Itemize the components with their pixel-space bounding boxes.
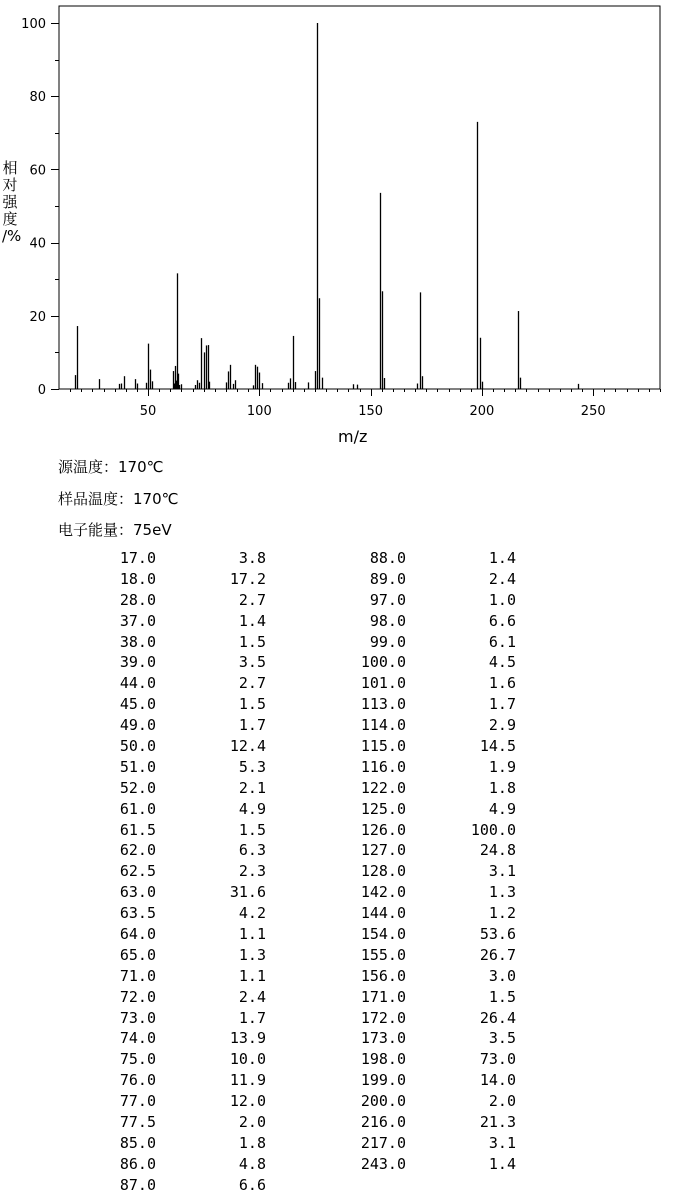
- mz-value: 199.0: [360, 1071, 406, 1090]
- mz-value: 114.0: [360, 716, 406, 735]
- intensity-value: 14.5: [479, 737, 516, 756]
- mz-value: 89.0: [369, 569, 406, 588]
- table-row: [56, 1112, 266, 1133]
- table-row: [56, 945, 266, 966]
- intensity-value: 11.9: [229, 1071, 266, 1090]
- intensity-value: 2.1: [238, 778, 266, 797]
- table-row: [56, 778, 266, 799]
- table-row: [306, 569, 516, 590]
- intensity-value: 1.4: [488, 549, 516, 567]
- mz-value: 154.0: [360, 925, 406, 944]
- mz-value: 122.0: [360, 778, 406, 797]
- intensity-value: 4.9: [488, 799, 516, 818]
- table-row: [306, 882, 516, 903]
- intensity-value: 2.0: [488, 1092, 516, 1111]
- table-row: [56, 673, 266, 694]
- table-row: [56, 569, 266, 590]
- table-row: [306, 1154, 516, 1175]
- y-tick-label: 100: [21, 17, 46, 32]
- y-axis-label-char: /%: [2, 227, 22, 245]
- y-tick-label: 0: [37, 383, 46, 398]
- mz-value: 61.5: [119, 820, 156, 839]
- mz-value: 113.0: [360, 695, 406, 714]
- table-row: [306, 1049, 516, 1070]
- intensity-value: 4.5: [488, 653, 516, 672]
- intensity-value: 2.3: [238, 862, 266, 881]
- table-row: [56, 1070, 266, 1091]
- intensity-value: 2.4: [238, 987, 266, 1006]
- table-row: [306, 1133, 516, 1154]
- intensity-value: 3.8: [238, 549, 266, 567]
- intensity-value: 53.6: [479, 925, 516, 944]
- x-tick-label: 50: [139, 404, 157, 419]
- mz-value: 76.0: [119, 1071, 156, 1090]
- intensity-value: 6.6: [488, 611, 516, 630]
- mz-value: 115.0: [360, 737, 406, 756]
- intensity-value: 14.0: [479, 1071, 516, 1090]
- peak-table-right: [306, 548, 516, 1175]
- mz-value: 64.0: [119, 925, 156, 944]
- table-row: [306, 820, 516, 841]
- intensity-value: 12.4: [229, 737, 266, 756]
- table-row: [306, 903, 516, 924]
- intensity-value: 73.0: [479, 1050, 516, 1069]
- mz-value: 97.0: [369, 590, 406, 609]
- table-row: [56, 1175, 266, 1196]
- intensity-value: 1.3: [488, 883, 516, 902]
- mz-value: 44.0: [119, 674, 156, 693]
- mz-value: 28.0: [119, 590, 156, 609]
- table-row: [56, 548, 266, 569]
- table-row: [306, 861, 516, 882]
- table-row: [56, 840, 266, 861]
- mz-value: 63.5: [119, 904, 156, 923]
- y-axis-label-char: 度: [2, 210, 18, 228]
- table-row: [306, 945, 516, 966]
- intensity-value: 3.1: [488, 862, 516, 881]
- intensity-value: 6.6: [238, 1175, 266, 1194]
- intensity-value: 6.3: [238, 841, 266, 860]
- intensity-value: 4.2: [238, 904, 266, 923]
- intensity-value: 1.1: [238, 966, 266, 985]
- y-tick-label: 20: [29, 309, 46, 325]
- mz-value: 88.0: [369, 549, 406, 567]
- intensity-value: 2.0: [238, 1113, 266, 1132]
- table-row: [56, 1133, 266, 1154]
- intensity-value: 26.4: [479, 1008, 516, 1027]
- mz-value: 98.0: [369, 611, 406, 630]
- intensity-value: 1.1: [238, 925, 266, 944]
- intensity-value: 1.8: [238, 1133, 266, 1152]
- mz-value: 62.0: [119, 841, 156, 860]
- electron-energy: 电子能量：75eV: [58, 521, 172, 539]
- mz-value: 198.0: [360, 1050, 406, 1069]
- intensity-value: 3.0: [488, 966, 516, 985]
- table-row: [56, 611, 266, 632]
- intensity-value: 24.8: [479, 841, 516, 860]
- intensity-value: 1.4: [488, 1154, 516, 1173]
- mz-value: 74.0: [119, 1029, 156, 1048]
- table-row: [56, 757, 266, 778]
- mz-value: 126.0: [360, 820, 406, 839]
- mz-value: 18.0: [119, 569, 156, 588]
- intensity-value: 13.9: [229, 1029, 266, 1048]
- plot-frame: [59, 6, 660, 389]
- table-row: [306, 924, 516, 945]
- mz-value: 61.0: [119, 799, 156, 818]
- intensity-value: 4.9: [238, 799, 266, 818]
- mz-value: 217.0: [360, 1133, 406, 1152]
- mz-value: 62.5: [119, 862, 156, 881]
- intensity-value: 5.3: [238, 757, 266, 776]
- intensity-value: 1.7: [238, 1008, 266, 1027]
- mass-spectrum-chart: [0, 0, 680, 450]
- mz-value: 72.0: [119, 987, 156, 1006]
- table-row: [56, 903, 266, 924]
- table-row: [306, 694, 516, 715]
- peak-table-left: [56, 548, 266, 1196]
- mz-value: 128.0: [360, 862, 406, 881]
- intensity-value: 31.6: [229, 883, 266, 902]
- intensity-value: 6.1: [488, 632, 516, 651]
- intensity-value: 3.5: [488, 1029, 516, 1048]
- table-row: [56, 987, 266, 1008]
- mz-value: 52.0: [119, 778, 156, 797]
- mz-value: 99.0: [369, 632, 406, 651]
- intensity-value: 1.5: [488, 987, 516, 1006]
- table-row: [306, 778, 516, 799]
- x-axis-label: m/z: [338, 427, 368, 446]
- mz-value: 142.0: [360, 883, 406, 902]
- mz-value: 77.5: [119, 1113, 156, 1132]
- intensity-value: 1.9: [488, 757, 516, 776]
- table-row: [306, 1112, 516, 1133]
- intensity-value: 1.7: [488, 695, 516, 714]
- mz-value: 38.0: [119, 632, 156, 651]
- mz-value: 65.0: [119, 945, 156, 964]
- table-row: [56, 1028, 266, 1049]
- mz-value: 37.0: [119, 611, 156, 630]
- y-axis-label-char: 对: [2, 176, 18, 194]
- y-axis-label-char: 相: [2, 159, 18, 177]
- table-row: [56, 652, 266, 673]
- intensity-value: 2.7: [238, 590, 266, 609]
- intensity-value: 2.7: [238, 674, 266, 693]
- mz-value: 63.0: [119, 883, 156, 902]
- mz-value: 171.0: [360, 987, 406, 1006]
- intensity-value: 3.1: [488, 1133, 516, 1152]
- y-tick-label: 80: [29, 90, 46, 106]
- mz-value: 116.0: [360, 757, 406, 776]
- intensity-value: 1.7: [238, 716, 266, 735]
- mz-value: 17.0: [119, 549, 156, 567]
- intensity-value: 2.4: [488, 569, 516, 588]
- mz-value: 101.0: [360, 674, 406, 693]
- intensity-value: 1.0: [488, 590, 516, 609]
- table-row: [56, 1049, 266, 1070]
- mz-value: 100.0: [360, 653, 406, 672]
- mz-value: 156.0: [360, 966, 406, 985]
- intensity-value: 1.6: [488, 674, 516, 693]
- y-tick-label: 40: [29, 236, 46, 252]
- mz-value: 51.0: [119, 757, 156, 776]
- table-row: [306, 840, 516, 861]
- mz-value: 216.0: [360, 1113, 406, 1132]
- mz-value: 144.0: [360, 904, 406, 923]
- table-row: [56, 1091, 266, 1112]
- y-axis-label-char: 强: [2, 193, 18, 211]
- table-row: [56, 861, 266, 882]
- intensity-value: 100.0: [470, 820, 516, 839]
- mz-value: 50.0: [119, 737, 156, 756]
- mz-value: 155.0: [360, 945, 406, 964]
- table-row: [56, 715, 266, 736]
- intensity-value: 1.5: [238, 632, 266, 651]
- table-row: [56, 820, 266, 841]
- table-row: [306, 590, 516, 611]
- mz-value: 173.0: [360, 1029, 406, 1048]
- mz-value: 49.0: [119, 716, 156, 735]
- x-tick-label: 250: [580, 404, 606, 419]
- table-row: [56, 1008, 266, 1029]
- intensity-value: 1.4: [238, 611, 266, 630]
- intensity-value: 1.8: [488, 778, 516, 797]
- intensity-value: 26.7: [479, 945, 516, 964]
- intensity-value: 10.0: [229, 1050, 266, 1069]
- mz-value: 125.0: [360, 799, 406, 818]
- table-row: [306, 736, 516, 757]
- table-row: [306, 757, 516, 778]
- table-row: [56, 590, 266, 611]
- table-row: [306, 652, 516, 673]
- mz-value: 243.0: [360, 1154, 406, 1173]
- intensity-value: 17.2: [229, 569, 266, 588]
- table-row: [56, 799, 266, 820]
- sample-temperature: 样品温度：170℃: [58, 490, 179, 508]
- table-row: [306, 1008, 516, 1029]
- table-row: [56, 736, 266, 757]
- x-tick-label: 200: [469, 404, 495, 419]
- table-row: [306, 715, 516, 736]
- mz-value: 85.0: [119, 1133, 156, 1152]
- table-row: [306, 1091, 516, 1112]
- table-row: [306, 799, 516, 820]
- intensity-value: 21.3: [479, 1113, 516, 1132]
- table-row: [56, 924, 266, 945]
- x-tick-label: 100: [246, 404, 272, 419]
- intensity-value: 1.2: [488, 904, 516, 923]
- table-row: [56, 966, 266, 987]
- y-axis-label: [2, 159, 22, 245]
- intensity-value: 1.3: [238, 945, 266, 964]
- mz-value: 71.0: [119, 966, 156, 985]
- table-row: [306, 966, 516, 987]
- intensity-value: 4.8: [238, 1154, 266, 1173]
- table-row: [56, 882, 266, 903]
- mz-value: 200.0: [360, 1092, 406, 1111]
- y-tick-label: 60: [29, 163, 46, 179]
- intensity-value: 1.5: [238, 820, 266, 839]
- table-row: [306, 673, 516, 694]
- mz-value: 73.0: [119, 1008, 156, 1027]
- x-tick-label: 150: [358, 404, 384, 419]
- table-row: [306, 632, 516, 653]
- table-row: [306, 611, 516, 632]
- table-row: [56, 1154, 266, 1175]
- table-row: [306, 548, 516, 569]
- table-row: [56, 632, 266, 653]
- mz-value: 75.0: [119, 1050, 156, 1069]
- mz-value: 86.0: [119, 1154, 156, 1173]
- mz-value: 127.0: [360, 841, 406, 860]
- table-row: [306, 1028, 516, 1049]
- mz-value: 77.0: [119, 1092, 156, 1111]
- intensity-value: 1.5: [238, 695, 266, 714]
- table-row: [306, 1070, 516, 1091]
- mz-value: 45.0: [119, 695, 156, 714]
- intensity-value: 3.5: [238, 653, 266, 672]
- mz-value: 39.0: [119, 653, 156, 672]
- table-row: [306, 987, 516, 1008]
- table-row: [56, 694, 266, 715]
- intensity-value: 2.9: [488, 716, 516, 735]
- mz-value: 87.0: [119, 1175, 156, 1194]
- mz-value: 172.0: [360, 1008, 406, 1027]
- source-temperature: 源温度：170℃: [58, 458, 164, 476]
- intensity-value: 12.0: [229, 1092, 266, 1111]
